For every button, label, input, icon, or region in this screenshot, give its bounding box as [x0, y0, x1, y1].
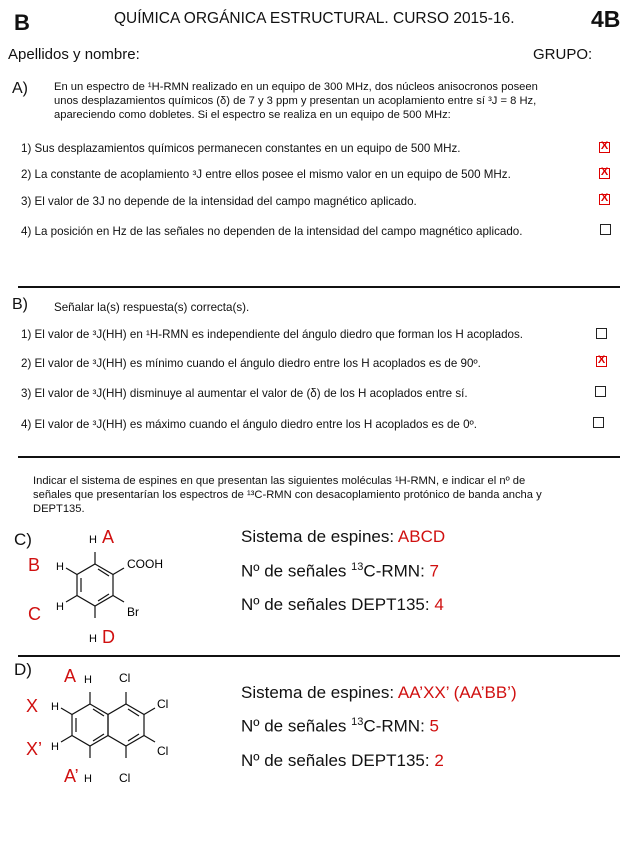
spin-system-answer: ABCD [397, 527, 446, 546]
divider-1 [18, 286, 620, 288]
bond [113, 596, 124, 603]
proton-tag-b: B [28, 555, 41, 575]
molecule-d-structure [20, 662, 220, 792]
naphthalene-ring-left [72, 704, 108, 746]
spin-system-label: Sistema de espines: [241, 683, 395, 702]
version-letter-left: B [14, 10, 30, 35]
section-a-statement [54, 80, 619, 122]
section-b-option-3: 3) El valor de ³J(HH) disminuye al aumentar el valor de (δ) de los H acoplados entre sí. [21, 387, 468, 400]
section-a-checkbox-2[interactable] [599, 168, 610, 179]
atom-cl: Cl [157, 744, 169, 758]
bond [66, 596, 77, 603]
section-a-option-2: 2) La constante de acoplamiento ³J entre ellos posee el mismo valor en un equipo de 500 MHz. [21, 168, 511, 181]
section-c-dept-signals [241, 595, 444, 615]
dept-answer: 4 [434, 595, 444, 614]
section-b-instruction: Señalar la(s) respuesta(s) correcta(s). [54, 301, 250, 314]
dept-answer: 2 [434, 751, 444, 770]
group-label: GRUPO: [533, 46, 593, 63]
proton-tag-x: X [26, 696, 39, 716]
spin-system-instruction [33, 474, 623, 516]
proton-tag-x-prime: X’ [26, 739, 43, 759]
section-d-dept-signals [241, 751, 444, 771]
section-c-c13-signals [241, 561, 439, 582]
section-a-line-1: En un espectro de ¹H-RMN realizado en un equipo de 300 MHz, dos núcleos anisocronos poseen [54, 81, 538, 93]
c13-answer: 5 [429, 716, 440, 736]
bond [61, 736, 72, 743]
checkbox-mark: X [597, 354, 606, 366]
bond [113, 568, 124, 575]
atom-h: H [56, 561, 64, 573]
atom-h: H [89, 633, 97, 645]
proton-tag-d: D [102, 627, 115, 647]
bond [66, 568, 77, 575]
name-label: Apellidos y nombre: [8, 46, 140, 63]
bond [61, 708, 72, 715]
section-a-option-4: 4) La posición en Hz de las señales no dependen de la intensidad del campo magnético aplicado. [21, 225, 523, 238]
spin-system-answer: AA’XX’ (AA’BB’) [397, 683, 517, 702]
section-a-checkbox-4[interactable] [600, 224, 611, 235]
section-d-spin-system [241, 683, 517, 703]
aromatic-double-bond [98, 594, 109, 601]
atom-cl: Cl [119, 771, 131, 785]
divider-2 [18, 456, 620, 458]
atom-h: H [84, 674, 92, 686]
section-a-option-3: 3) El valor de 3J no depende de la intensidad del campo magnético aplicado. [21, 195, 417, 208]
section-d-label: D) [14, 660, 32, 679]
section-a-label: A) [12, 80, 28, 97]
aromatic-double-bond [93, 734, 104, 741]
benzene-ring [77, 564, 113, 606]
section-b-checkbox-1[interactable] [596, 328, 607, 339]
intro-line-1: Indicar el sistema de espines en que presentan las siguientes moléculas ¹H-RMN, e indicar el nº de [33, 475, 526, 487]
section-c-label: C) [14, 530, 32, 549]
checkbox-mark: X [600, 192, 609, 204]
c13-superscript: 13 [351, 716, 364, 728]
c13-answer: 7 [429, 561, 440, 581]
divider-3 [18, 655, 620, 657]
section-b-checkbox-3[interactable] [595, 386, 606, 397]
molecule-c-structure [20, 522, 220, 647]
atom-cl: Cl [119, 671, 131, 685]
section-b-option-1: 1) El valor de ³J(HH) en ¹H-RMN es independiente del ángulo diedro que forman los H acoplados. [21, 328, 524, 341]
c13-label: Nº de señales [241, 561, 352, 581]
spin-system-label: Sistema de espines: [241, 527, 395, 546]
c13-superscript: 13 [351, 561, 364, 573]
atom-h: H [56, 601, 64, 613]
atom-h: H [51, 701, 59, 713]
c13-label-suffix: C-RMN: [363, 561, 425, 581]
section-b-checkbox-4[interactable] [593, 417, 604, 428]
section-c-spin-system [241, 527, 445, 547]
proton-tag-a: A [64, 666, 77, 686]
aromatic-double-bond [98, 569, 109, 576]
dept-label: Nº de señales DEPT135: [241, 751, 430, 770]
bond [144, 736, 155, 743]
section-a-checkbox-3[interactable] [599, 194, 610, 205]
section-a-line-2: unos desplazamientos químicos (δ) de 7 y 3 ppm y presentan un acoplamiento entre sí ³J = 8 Hz, [54, 95, 537, 107]
c13-label-suffix: C-RMN: [363, 716, 425, 736]
section-d-c13-signals [241, 716, 439, 737]
atom-h: H [84, 773, 92, 785]
section-b-option-2: 2) El valor de ³J(HH) es mínimo cuando el ángulo diedro entre los H acoplados es de 90º. [21, 357, 481, 370]
group-cooh: COOH [127, 557, 163, 571]
section-a-option-1: 1) Sus desplazamientos químicos permanecen constantes en un equipo de 500 MHz. [21, 142, 461, 155]
section-a-checkbox-1[interactable] [599, 142, 610, 153]
section-a-line-3: apareciendo como dobletes. Si el espectro se realiza en un equipo de 500 MHz: [54, 109, 451, 121]
proton-tag-a: A [102, 527, 115, 547]
checkbox-mark: X [600, 166, 609, 178]
dept-label: Nº de señales DEPT135: [241, 595, 430, 614]
checkbox-mark: X [600, 140, 609, 152]
bond [144, 708, 155, 715]
atom-h: H [89, 534, 97, 546]
intro-line-3: DEPT135. [33, 503, 85, 515]
naphthalene-ring-right [108, 704, 144, 746]
section-b-checkbox-2[interactable] [596, 356, 607, 367]
aromatic-double-bond [93, 709, 104, 716]
intro-line-2: señales que presentarían los espectros de ¹³C-RMN con desacoplamiento protónico de banda ancha y [33, 489, 542, 501]
proton-tag-c: C [28, 604, 41, 624]
section-b-option-4: 4) El valor de ³J(HH) es máximo cuando el ángulo diedro entre los H acoplados es de 0º. [21, 418, 477, 431]
atom-cl: Cl [157, 697, 169, 711]
atom-h: H [51, 741, 59, 753]
atom-br: Br [127, 605, 139, 619]
version-code-right: 4B [591, 6, 621, 32]
section-b-label: B) [12, 296, 28, 313]
proton-tag-a-prime: A’ [64, 766, 79, 786]
c13-label: Nº de señales [241, 716, 352, 736]
page-title: QUÍMICA ORGÁNICA ESTRUCTURAL. CURSO 2015-16. [114, 10, 515, 27]
